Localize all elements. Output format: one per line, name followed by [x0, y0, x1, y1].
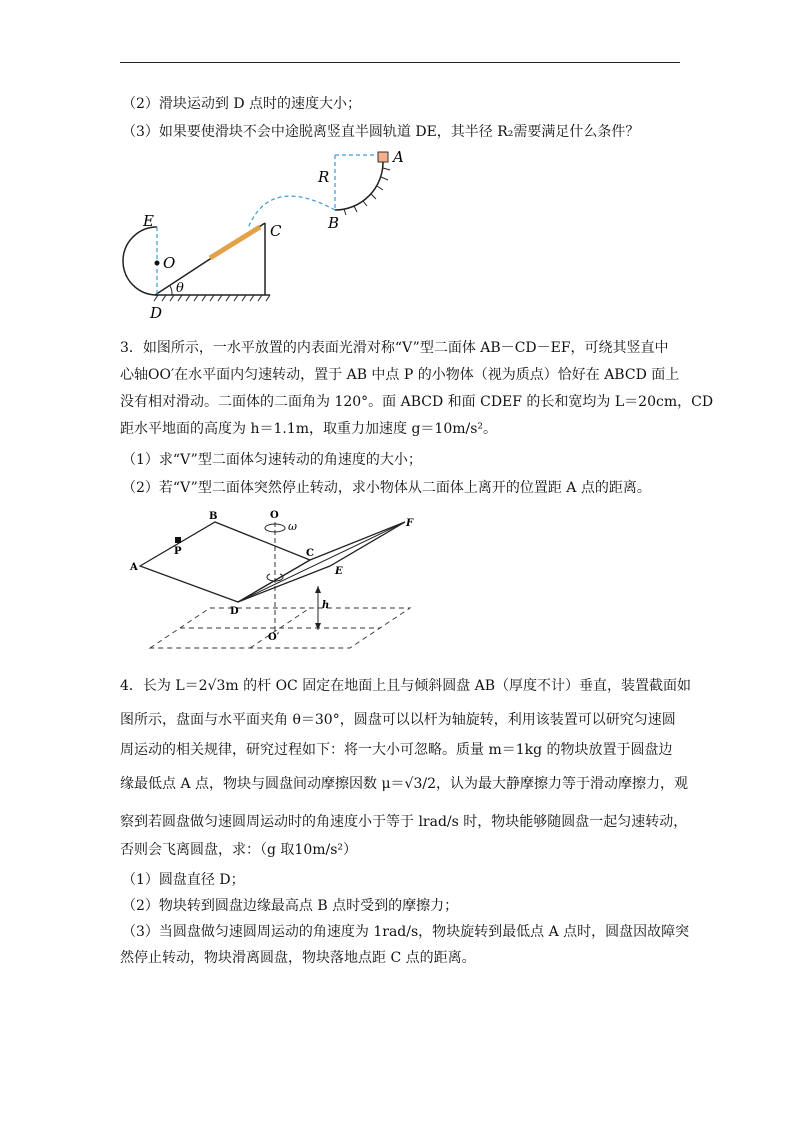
label-a: A — [130, 562, 138, 573]
label-f: F — [406, 518, 414, 529]
height-arrow-top — [315, 586, 321, 593]
label-r: R — [318, 168, 330, 186]
q3-line4: 距水平地面的高度为 h＝1.1m，取重力加速度 g＝10m/s²。 — [120, 421, 498, 437]
q3-sub1: （1）求“V”型二面体匀速转动的角速度的大小； — [122, 452, 422, 468]
center-o — [155, 261, 160, 266]
label-a: A — [393, 148, 404, 166]
semicircle-track — [123, 227, 157, 295]
label-c: C — [270, 222, 282, 240]
q4-line4: 缘最低点 A 点，物块与圆盘间动摩擦因数 μ＝√3/2，认为最大静摩擦力等于滑动摩擦力，观 — [120, 776, 689, 792]
q4-line6: 否则会飞离圆盘，求：（g 取10m/s²） — [120, 842, 358, 858]
label-omega: ω — [288, 520, 297, 533]
label-c: C — [306, 548, 314, 559]
label-b: B — [209, 511, 218, 522]
q4-sub3-cont: 然停止转动，物块滑离圆盘，物块落地点距 C 点的距离。 — [120, 950, 476, 966]
label-theta: θ — [176, 281, 184, 296]
point-p — [175, 537, 181, 543]
q4-line5: 察到若圆盘做匀速圆周运动时的角速度小于等于 lrad/s 时，物块能够随圆盘一起匀速转动， — [120, 814, 688, 830]
face-abcd — [140, 522, 310, 602]
q4-line2: 图所示，盘面与水平面夹角 θ＝30°，圆盘可以以杆为轴旋转，利用该装置可以研究匀速圆 — [120, 712, 676, 728]
q4-sub1: （1）圆盘直径 D； — [122, 872, 245, 888]
ground-grid — [150, 608, 410, 648]
q4-sub3: （3）当圆盘做匀速圆周运动的角速度为 1rad/s，物块旋转到最低点 A 点时，圆盘因故障突 — [122, 924, 690, 940]
label-h: h — [322, 600, 330, 611]
ground-hatching — [154, 295, 270, 301]
label-o-prime: O′ — [268, 632, 280, 643]
header-rule — [120, 62, 680, 63]
label-d: D — [230, 606, 239, 617]
q4-line3: 周运动的相关规律，研究过程如下：将一大小可忽略。质量 m＝1kg 的物块放置于圆盘边 — [120, 742, 673, 758]
trajectory-arc — [248, 196, 335, 228]
q3-line2: 心轴OO′在水平面内匀速转动，置于 AB 中点 P 的小物体（视为质点）恰好在 ABCD 面上 — [120, 367, 680, 383]
angle-arc — [170, 286, 172, 295]
diagonal-df — [238, 522, 405, 602]
slider-block — [378, 152, 388, 162]
quarter-arc-track — [335, 162, 383, 210]
q2-sub2: （2）滑块运动到 D 点时的速度大小； — [122, 96, 362, 112]
rough-section — [210, 227, 260, 258]
q3-figure — [130, 508, 430, 658]
label-o: O — [270, 510, 279, 521]
label-e: E — [143, 212, 154, 230]
height-arrow-bottom — [315, 623, 321, 630]
label-b: B — [328, 214, 340, 232]
label-o: O — [163, 254, 176, 272]
label-p: P — [174, 546, 182, 557]
q3-line1: 3．如图所示，一水平放置的内表面光滑对称“V”型二面体 AB－CD－EF，可绕其竖直中 — [120, 340, 669, 356]
label-d: D — [150, 304, 163, 322]
q4-line1: 4．长为 L＝2√3m 的杆 OC 固定在地面上且与倾斜圆盘 AB（厚度不计）垂直，装置截面如 — [120, 678, 692, 694]
q3-line3: 没有相对滑动。二面体的二面角为 120°。面 ABCD 和面 CDEF 的长和宽均为 L＝20cm，CD — [120, 394, 714, 410]
q2-figure — [110, 140, 430, 330]
q2-sub3: （3）如果要使滑块不会中途脱离竖直半圆轨道 DE，其半径 R₂需要满足什么条件？ — [122, 124, 640, 140]
label-e: E — [335, 566, 343, 577]
q4-sub2: （2）物块转到圆盘边缘最高点 B 点时受到的摩擦力； — [122, 898, 459, 914]
q3-sub2: （2）若“V”型二面体突然停止转动，求小物体从二面体上离开的位置距 A 点的距离。 — [122, 480, 651, 496]
